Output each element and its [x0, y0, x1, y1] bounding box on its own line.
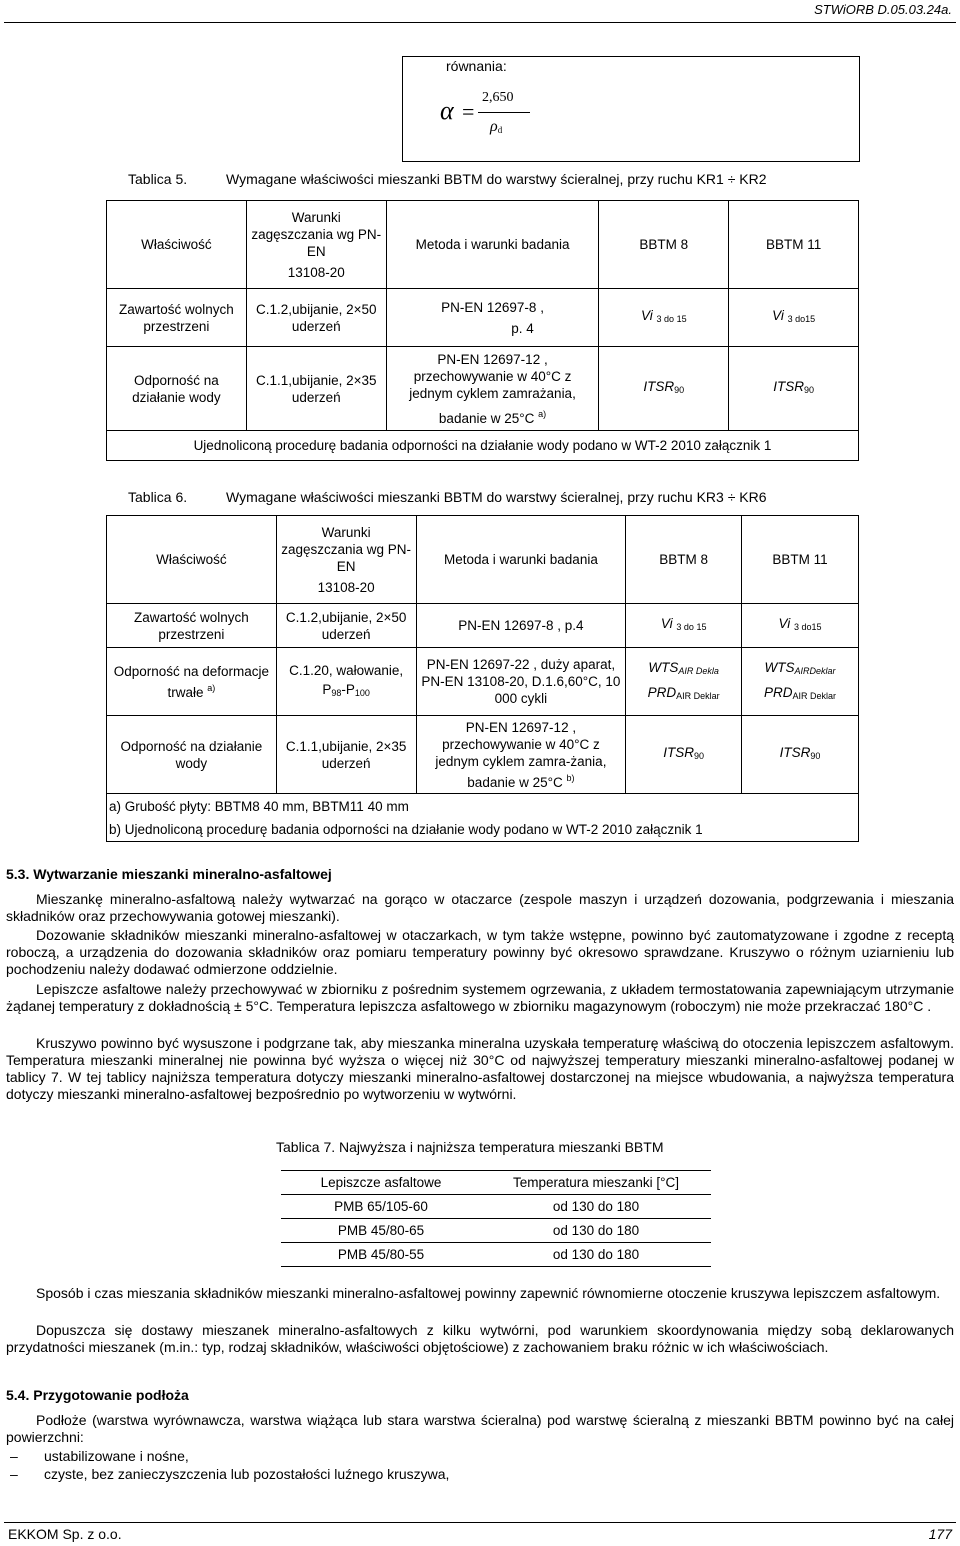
table6-caption-number: Tablica 6. [128, 489, 188, 505]
table5-row2-conditions: C.1.1,ubijanie, 2×35 uderzeń [246, 347, 386, 431]
table6-row2-property: Odporność na deformacje trwałe $^{a)}$ [107, 648, 277, 716]
table5-row1-bbtm11: Vi $_{3 do15}$ [729, 289, 859, 347]
footer-company: EKKOM Sp. z o.o. [8, 1526, 122, 1542]
table5-header-conditions: Warunki zagęszczania wg PN-EN 13108-20 [246, 201, 386, 289]
document-reference: STWiORB D.05.03.24a. [814, 2, 952, 17]
table5-row2-method: PN-EN 12697-12 , przechowywanie w 40°C z jednym cyklem zamrażania, badanie w 25°C $^{a)}$ [386, 347, 599, 431]
table6-row3-bbtm11: $ITSR_{90}$ [742, 716, 859, 794]
table5-row1-conditions: C.1.2,ubijanie, 2×50 uderzeń [246, 289, 386, 347]
table6-row1-bbtm11: Vi $_{3 do15}$ [742, 604, 859, 648]
table6-header-property: Właściwość [107, 516, 277, 604]
table7 [281, 1170, 711, 1267]
table7-header-binder: Lepiszcze asfaltowe [281, 1171, 481, 1195]
table5-header-method: Metoda i warunki badania [386, 201, 599, 289]
section-5-3-paragraph-4: Kruszywo powinno być wysuszone i podgrzane tak, aby mieszanka mineralna uzyskała temperaturę właściwą do otoczenia lepiszczem asfaltowym. Temperatura mieszanki mineralnej nie powinna być wyższa o więcej niż 30°C od najwyższej temperatury mieszanki mineralno-asfaltowej podanej w tablicy 7. W tej tablicy najniższa temperatura dotyczy mieszanki mineralno-asfaltowej dostarczonej na miejsce wbudowania, a najwyższa temperatura dotyczy mieszanki mineralno-asfaltowej bezpośrednio po wytworzeniu w wytwórni. [6, 1035, 954, 1102]
bullet-item: czyste, bez zanieczyszczenia lub pozostałości luźnego kruszywa, [44, 1466, 450, 1482]
table6-header-bbtm8: BBTM 8 [626, 516, 742, 604]
mixing-paragraph: Sposób i czas mieszania składników mieszanki mineralno-asfaltowej powinny zapewnić równomierne otoczenie kruszywa lepiszczem asfaltowym. [36, 1285, 941, 1301]
page-number: 177 [928, 1526, 952, 1542]
equation-alpha: α [440, 96, 454, 125]
header-rule [4, 22, 956, 23]
section-5-3-paragraph-2: Dozowanie składników mieszanki mineralno-asfaltowej w otaczarkach, w tym także wstępne, powinno być zautomatyzowane i zgodne z receptą roboczą, a urządzenia do dozowania składników oraz pomiaru temperatury powinny być okresowo sprawdzane. Kruszywo o różnym uziarnieniu lub pochodzeniu należy dodawać odmierzone oddzielnie. [6, 927, 954, 977]
table5-row2-property: Odporność na działanie wody [107, 347, 247, 431]
bullet-dash: – [10, 1448, 18, 1464]
equation-numerator: 2,650 [482, 90, 514, 105]
table5-caption-number: Tablica 5. [128, 171, 188, 187]
table6-row3-property: Odporność na działanie wody [107, 716, 277, 794]
table5-row1-bbtm8: Vi $_{3 do 15}$ [599, 289, 729, 347]
table7-row-temperature: od 130 do 180 [481, 1219, 711, 1243]
table6-row1-property: Zawartość wolnych przestrzeni [107, 604, 277, 648]
table6 [106, 515, 859, 842]
table5-row2-bbtm11: $ITSR_{90}$ [729, 347, 859, 431]
table6-note-a: a) Grubość płyty: BBTM8 40 mm, BBTM11 40 mm [109, 798, 409, 814]
table6-header-method: Metoda i warunki badania [416, 516, 626, 604]
section-5-3-title: 5.3. Wytwarzanie mieszanki mineralno-asfaltowej [6, 866, 332, 882]
table6-row3-method: PN-EN 12697-12 , przechowywanie w 40°C z jednym cyklem zamra-żania, badanie w 25°C $^{b)}$ [416, 716, 626, 794]
table7-row-binder: PMB 65/105-60 [281, 1195, 481, 1219]
table5-row2-bbtm8: $ITSR_{90}$ [599, 347, 729, 431]
table6-caption: Wymagane właściwości mieszanki BBTM do warstwy ścieralnej, przy ruchu KR3 ÷ KR6 [226, 489, 767, 505]
delivery-paragraph: Dopuszcza się dostawy mieszanek mineralno-asfaltowych z kilku wytwórni, pod warunkiem skoordynowania między sobą deklarowanych przydatności mieszanek (m.in.: typ, rodzaj składników, właściwości objętościowe) z zachowaniem braku różnic w ich właściwościach. [6, 1322, 954, 1355]
table7-header-temperature: Temperatura mieszanki [°C] [481, 1171, 711, 1195]
table6-row2-bbtm8: $WTS_{AIR Dekla}$ $PRD_{AIR Deklar}$ [626, 648, 742, 716]
section-5-3-paragraph-3: Lepiszcze asfaltowe należy przechowywać w zbiorniku z pośrednim systemem ogrzewania, z układem termostatowania zapewniającym utrzymanie żądanej temperatury z dokładnością ± 5°C. Temperatura lepiszcza asfaltowego w zbiorniku magazynowym (roboczym) nie może przekraczać 180°C . [6, 981, 954, 1014]
equation-equals: = [462, 99, 475, 124]
table6-row2-method: PN-EN 12697-22 , duży aparat, PN-EN 13108-20, D.1.6,60°C, 10 000 cykli [416, 648, 626, 716]
table6-row1-conditions: C.1.2,ubijanie, 2×50 uderzeń [276, 604, 416, 648]
table5-header-bbtm8: BBTM 8 [599, 201, 729, 289]
equation-label: równania: [446, 58, 507, 74]
fraction-bar [478, 112, 530, 113]
section-5-4-title: 5.4. Przygotowanie podłoża [6, 1387, 189, 1403]
table5-row1-method: PN-EN 12697-8 , p. 4 [386, 289, 599, 347]
table5-header-bbtm11: BBTM 11 [729, 201, 859, 289]
table6-notes [107, 794, 859, 842]
table5-footnote: Ujednoliconą procedurę badania odporności na działanie wody podano w WT-2 2010 załącznik 1 [107, 431, 859, 461]
equation-denominator: $\rho_d$ [490, 118, 503, 135]
table7-row-binder: PMB 45/80-55 [281, 1243, 481, 1267]
table7-row-temperature: od 130 do 180 [481, 1195, 711, 1219]
table6-row1-method: PN-EN 12697-8 , p.4 [416, 604, 626, 648]
table6-row1-bbtm8: Vi $_{3 do 15}$ [626, 604, 742, 648]
table6-note-b: b) Ujednoliconą procedurę badania odporności na działanie wody podano w WT-2 2010 załącznik 1 [109, 821, 703, 837]
table5-caption: Wymagane właściwości mieszanki BBTM do warstwy ścieralnej, przy ruchu KR1 ÷ KR2 [226, 171, 767, 187]
section-5-4-paragraph: Podłoże (warstwa wyrównawcza, warstwa wiążąca lub stara warstwa ścieralna) pod warstwę ścieralną z mieszanki BBTM powinno być na całej powierzchni: [6, 1412, 954, 1445]
table6-row2-bbtm11: $WTS_{AIRDeklar}$ $PRD_{AIR Deklar}$ [742, 648, 859, 716]
table6-row3-conditions: C.1.1,ubijanie, 2×35 uderzeń [276, 716, 416, 794]
table7-caption: Tablica 7. Najwyższa i najniższa temperatura mieszanki BBTM [276, 1139, 664, 1155]
table5-row1-property: Zawartość wolnych przestrzeni [107, 289, 247, 347]
bullet-dash: – [10, 1466, 18, 1482]
section-5-3-paragraph-1: Mieszankę mineralno-asfaltową należy wytwarzać na gorąco w otaczarce (zespole maszyn i urządzeń dozowania, podgrzewania i mieszania składników oraz przechowywania gotowej mieszanki). [6, 891, 954, 924]
bullet-item: ustabilizowane i nośne, [44, 1448, 189, 1464]
table6-row2-conditions: C.1.20, wałowanie, $P_{98}-P_{100}$ [276, 648, 416, 716]
table5-header-property: Właściwość [107, 201, 247, 289]
table6-row3-bbtm8: $ITSR_{90}$ [626, 716, 742, 794]
table7-row-binder: PMB 45/80-65 [281, 1219, 481, 1243]
footer-rule [4, 1522, 956, 1523]
table6-header-bbtm11: BBTM 11 [742, 516, 859, 604]
table6-header-conditions: Warunki zagęszczania wg PN-EN 13108-20 [276, 516, 416, 604]
table5 [106, 200, 859, 461]
table7-row-temperature: od 130 do 180 [481, 1243, 711, 1267]
